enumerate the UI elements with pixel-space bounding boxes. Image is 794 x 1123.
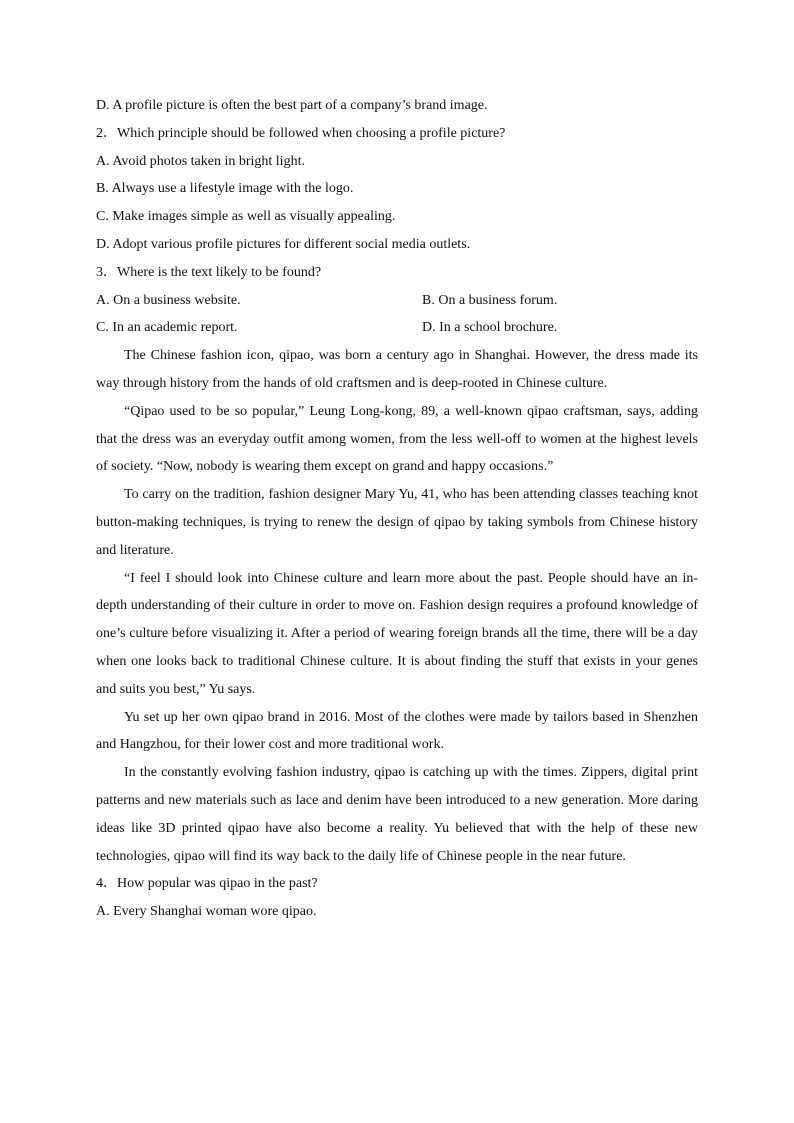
q3-stem: 3．Where is the text likely to be found?: [96, 264, 322, 280]
passage-paragraph-5: Yu set up her own qipao brand in 2016. Most of the clothes were made by tailors based in Shenzhen and Hangzhou, for their lower cost and more traditional work.: [96, 709, 698, 753]
q4-stem: 4．How popular was qipao in the past?: [96, 876, 318, 892]
passage-paragraph-6: In the constantly evolving fashion industry, qipao is catching up with the times. Zippers, digital print patterns and new materials such as lace and denim have been introduced to a new generation. More daring ideas like 3D printed qipao have also become a reality. Yu believed that with the help of these new technologies, qipao will find its way back to the daily life of Chinese people in the near future.: [96, 765, 698, 864]
document-page: [96, 92, 698, 926]
q2-option-d: D. Adopt various profile pictures for different social media outlets.: [96, 236, 471, 252]
q2-option-c: C. Make images simple as well as visually appealing.: [96, 209, 396, 225]
q4-option-a: A. Every Shanghai woman wore qipao.: [96, 904, 317, 920]
q3-options-row-1: [96, 287, 698, 315]
q3-options-row-2: [96, 314, 698, 342]
q2-option-b: B. Always use a lifestyle image with the logo.: [96, 181, 354, 197]
q2-stem: 2．Which principle should be followed when choosing a profile picture?: [96, 125, 506, 141]
q1-option-d: D. A profile picture is often the best part of a company’s brand image.: [96, 98, 488, 113]
passage-paragraph-1: The Chinese fashion icon, qipao, was born a century ago in Shanghai. However, the dress made its way through history from the hands of old craftsmen and is deep-rooted in Chinese culture.: [96, 348, 698, 391]
passage-paragraph-3: To carry on the tradition, fashion designer Mary Yu, 41, who has been attending classes teaching knot button-making techniques, is trying to renew the design of qipao by taking symbols from Chinese history and literature.: [96, 487, 698, 558]
passage-paragraph-4: “I feel I should look into Chinese culture and learn more about the past. People should have an in-depth understanding of their culture in order to move on. Fashion design requires a profound knowledge of one’s culture before visualizing it. After a period of wearing foreign brands all the time, there will be a day when one looks back to traditional Chinese culture. It is about finding the stuff that exists in your genes and suits you best,” Yu says.: [96, 570, 698, 697]
passage-paragraph-2: “Qipao used to be so popular,” Leung Long-kong, 89, a well-known qipao craftsman, says, adding that the dress was an everyday outfit among women, from the less well-off to women at the highest levels of society. “Now, nobody is wearing them except on grand and happy occasions.”: [96, 403, 698, 475]
q3-option-a: A. On a business website.: [96, 292, 241, 308]
q2-option-a: A. Avoid photos taken in bright light.: [96, 153, 305, 169]
q3-option-c: C. In an academic report.: [96, 320, 238, 336]
q3-option-b: B. On a business forum.: [422, 292, 558, 308]
q3-option-d: D. In a school brochure.: [422, 320, 558, 336]
